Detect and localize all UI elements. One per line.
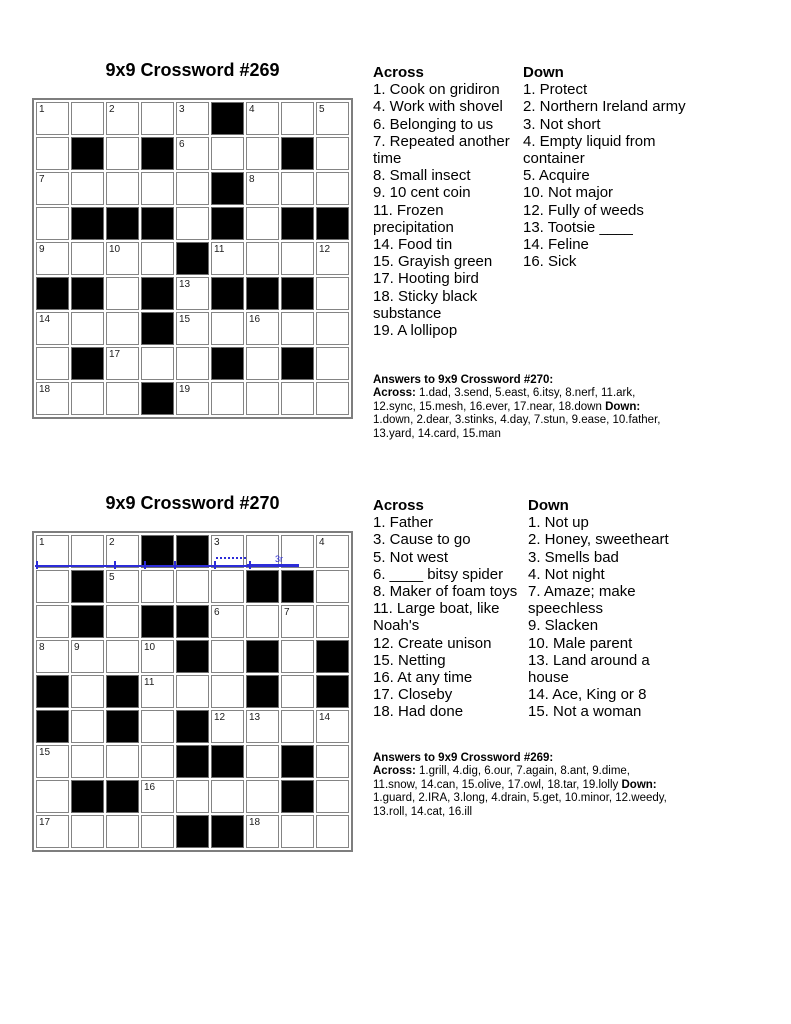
white-cell bbox=[246, 347, 279, 380]
white-cell: 11 bbox=[211, 242, 244, 275]
white-cell bbox=[176, 347, 209, 380]
down-header: Down bbox=[523, 64, 564, 81]
white-cell bbox=[211, 137, 244, 170]
white-cell bbox=[176, 675, 209, 708]
clue: 17. Hooting bird bbox=[373, 270, 479, 288]
puzzle-title-269: 9x9 Crossword #269 bbox=[105, 60, 280, 80]
white-cell: 7 bbox=[281, 605, 314, 638]
white-cell: 10 bbox=[106, 242, 139, 275]
clue: 16. At any time bbox=[373, 669, 473, 687]
clue: 7. Repeated another time bbox=[373, 132, 510, 168]
white-cell bbox=[36, 347, 69, 380]
clue: 19. A lollipop bbox=[373, 322, 458, 340]
answers-down-values: 1.guard, 2.IRA, 3.long, 4.drain, 5.get, 10.minor, 12.weedy, 13.roll, 14.cat, 16.ill bbox=[373, 792, 667, 818]
clue: 3. Cause to go bbox=[373, 531, 471, 549]
white-cell: 17 bbox=[36, 815, 69, 848]
link-glyph-mark bbox=[36, 561, 38, 569]
white-cell: 6 bbox=[176, 137, 209, 170]
black-cell bbox=[281, 745, 314, 778]
clue: 13. Tootsie ____ bbox=[523, 218, 633, 236]
black-cell bbox=[176, 605, 209, 638]
link-glyph-mark bbox=[214, 561, 216, 569]
white-cell bbox=[106, 382, 139, 415]
white-cell bbox=[36, 780, 69, 813]
white-cell: 16 bbox=[246, 312, 279, 345]
clue: 5. Not west bbox=[373, 548, 449, 566]
white-cell: 7 bbox=[36, 172, 69, 205]
clues-panel-269 bbox=[373, 64, 693, 339]
white-cell bbox=[71, 242, 104, 275]
clue: 4. Empty liquid from container bbox=[523, 132, 656, 168]
clue: 11. Frozen precipitation bbox=[373, 201, 454, 236]
across-header: Across bbox=[373, 64, 424, 81]
white-cell bbox=[316, 312, 349, 345]
white-cell: 9 bbox=[71, 640, 104, 673]
white-cell bbox=[71, 172, 104, 205]
answers-across-values: 1.grill, 4.dig, 6.our, 7.again, 8.ant, 9.dime, 11.snow, 14.can, 15.olive, 17.owl, 18.tar, 19.lolly bbox=[373, 765, 630, 791]
white-cell: 6 bbox=[211, 605, 244, 638]
crossword-grid-269 bbox=[32, 98, 353, 419]
white-cell bbox=[71, 102, 104, 135]
link-dotted-mark bbox=[216, 557, 246, 559]
white-cell bbox=[141, 347, 174, 380]
white-cell bbox=[106, 745, 139, 778]
clue: 8. Maker of foam toys bbox=[373, 583, 518, 601]
clue: 9. 10 cent coin bbox=[373, 184, 471, 202]
clue: 1. Cook on gridiron bbox=[373, 81, 500, 99]
link-underline-segment bbox=[247, 564, 299, 567]
white-cell: 3 bbox=[176, 102, 209, 135]
answers-down-label: Down: bbox=[605, 400, 641, 413]
clue: 6. ____ bitsy spider bbox=[373, 565, 504, 583]
white-cell bbox=[141, 242, 174, 275]
white-cell bbox=[281, 382, 314, 415]
white-cell: 9 bbox=[36, 242, 69, 275]
link-glyph-mark bbox=[249, 561, 251, 569]
white-cell bbox=[106, 640, 139, 673]
white-cell bbox=[141, 745, 174, 778]
white-cell bbox=[246, 137, 279, 170]
white-cell: 4 bbox=[246, 102, 279, 135]
white-cell bbox=[211, 675, 244, 708]
clue: 6. Belonging to us bbox=[373, 115, 494, 133]
black-cell bbox=[36, 277, 69, 310]
white-cell bbox=[316, 780, 349, 813]
white-cell: 4 bbox=[316, 535, 349, 568]
white-cell bbox=[281, 312, 314, 345]
white-cell bbox=[106, 815, 139, 848]
black-cell bbox=[246, 640, 279, 673]
white-cell bbox=[316, 277, 349, 310]
white-cell: 14 bbox=[316, 710, 349, 743]
white-cell bbox=[211, 780, 244, 813]
black-cell bbox=[246, 277, 279, 310]
white-cell bbox=[281, 172, 314, 205]
white-cell bbox=[176, 207, 209, 240]
answers-down-values: 1.down, 2.dear, 3.stinks, 4.day, 7.stun, 9.ease, 10.father, 13.yard, 14.card, 15.man bbox=[373, 414, 661, 440]
white-cell bbox=[281, 815, 314, 848]
black-cell bbox=[141, 312, 174, 345]
black-cell bbox=[71, 347, 104, 380]
clue: 2. Honey, sweetheart bbox=[528, 531, 669, 549]
white-cell bbox=[71, 675, 104, 708]
black-cell bbox=[246, 675, 279, 708]
white-cell bbox=[106, 605, 139, 638]
black-cell bbox=[106, 780, 139, 813]
clue: 15. Grayish green bbox=[373, 253, 493, 271]
black-cell bbox=[211, 172, 244, 205]
clue: 2. Northern Ireland army bbox=[523, 98, 686, 116]
link-glyph-mark bbox=[174, 561, 176, 569]
answers-text bbox=[373, 387, 673, 441]
white-cell: 12 bbox=[316, 242, 349, 275]
clue: 9. Slacken bbox=[528, 617, 599, 635]
white-cell: 12 bbox=[211, 710, 244, 743]
clue: 3. Smells bad bbox=[528, 548, 619, 566]
white-cell bbox=[316, 745, 349, 778]
white-cell bbox=[246, 207, 279, 240]
black-cell bbox=[246, 570, 279, 603]
crossword-grid-270 bbox=[32, 531, 353, 852]
black-cell bbox=[141, 277, 174, 310]
white-cell: 13 bbox=[176, 277, 209, 310]
answers-across-label: Across: bbox=[373, 387, 416, 400]
clues-panel-270 bbox=[373, 497, 688, 721]
white-cell: 10 bbox=[141, 640, 174, 673]
white-cell bbox=[71, 745, 104, 778]
black-cell bbox=[316, 207, 349, 240]
down-header: Down bbox=[528, 497, 569, 514]
black-cell bbox=[36, 710, 69, 743]
white-cell: 19 bbox=[176, 382, 209, 415]
answers-down-label: Down: bbox=[621, 778, 657, 791]
black-cell bbox=[281, 347, 314, 380]
white-cell: 17 bbox=[106, 347, 139, 380]
black-cell bbox=[281, 207, 314, 240]
white-cell: 2 bbox=[106, 535, 139, 568]
white-cell bbox=[281, 710, 314, 743]
black-cell bbox=[176, 815, 209, 848]
black-cell bbox=[316, 640, 349, 673]
white-cell bbox=[316, 172, 349, 205]
across-clues-column bbox=[373, 64, 518, 339]
white-cell bbox=[246, 605, 279, 638]
clue: 1. Not up bbox=[528, 514, 589, 532]
clue: 4. Not night bbox=[528, 565, 605, 583]
white-cell bbox=[316, 815, 349, 848]
white-cell: 1 bbox=[36, 535, 69, 568]
black-cell bbox=[141, 605, 174, 638]
clue: 8. Small insect bbox=[373, 167, 471, 185]
white-cell bbox=[141, 172, 174, 205]
black-cell bbox=[211, 815, 244, 848]
clue: 18. Had done bbox=[373, 703, 464, 721]
white-cell bbox=[211, 640, 244, 673]
black-cell bbox=[281, 277, 314, 310]
white-cell bbox=[316, 570, 349, 603]
white-cell bbox=[316, 347, 349, 380]
down-clues-column bbox=[528, 497, 688, 721]
black-cell bbox=[106, 710, 139, 743]
clue: 5. Acquire bbox=[523, 167, 590, 185]
white-cell: 11 bbox=[141, 675, 174, 708]
white-cell: 8 bbox=[36, 640, 69, 673]
white-cell bbox=[106, 312, 139, 345]
black-cell bbox=[176, 710, 209, 743]
white-cell bbox=[106, 277, 139, 310]
answers-heading: Answers to 9x9 Crossword #269: bbox=[373, 752, 554, 764]
white-cell: 18 bbox=[36, 382, 69, 415]
across-header: Across bbox=[373, 497, 424, 514]
white-cell: 13 bbox=[246, 710, 279, 743]
white-cell bbox=[246, 780, 279, 813]
black-cell bbox=[71, 207, 104, 240]
white-cell bbox=[246, 382, 279, 415]
white-cell: 15 bbox=[176, 312, 209, 345]
black-cell bbox=[176, 640, 209, 673]
answers-block-270 bbox=[373, 374, 673, 441]
white-cell bbox=[176, 780, 209, 813]
link-glyph-mark bbox=[114, 561, 116, 569]
white-cell bbox=[106, 137, 139, 170]
white-cell bbox=[36, 605, 69, 638]
across-clue-list bbox=[373, 81, 518, 339]
black-cell bbox=[176, 745, 209, 778]
white-cell bbox=[281, 675, 314, 708]
clue: 7. Amaze; make speechless bbox=[528, 583, 636, 618]
white-cell: 2 bbox=[106, 102, 139, 135]
clue: 4. Work with shovel bbox=[373, 98, 503, 116]
clue: 12. Create unison bbox=[373, 634, 492, 652]
white-cell bbox=[36, 570, 69, 603]
black-cell bbox=[71, 780, 104, 813]
white-cell: 5 bbox=[106, 570, 139, 603]
answers-block-269 bbox=[373, 752, 673, 819]
black-cell bbox=[281, 137, 314, 170]
black-cell bbox=[141, 137, 174, 170]
clue: 14. Feline bbox=[523, 236, 589, 254]
white-cell bbox=[211, 570, 244, 603]
across-clues-column bbox=[373, 497, 523, 721]
black-cell bbox=[36, 675, 69, 708]
answers-text bbox=[373, 765, 673, 819]
black-cell bbox=[211, 745, 244, 778]
white-cell bbox=[176, 570, 209, 603]
white-cell bbox=[281, 242, 314, 275]
black-cell bbox=[211, 347, 244, 380]
white-cell bbox=[71, 312, 104, 345]
across-clue-list bbox=[373, 514, 523, 720]
down-clue-list bbox=[523, 81, 693, 270]
black-cell bbox=[211, 207, 244, 240]
black-cell bbox=[141, 207, 174, 240]
clue: 17. Closeby bbox=[373, 686, 453, 704]
white-cell: 3 bbox=[211, 535, 244, 568]
white-cell bbox=[211, 382, 244, 415]
black-cell bbox=[71, 605, 104, 638]
black-cell bbox=[106, 207, 139, 240]
answers-heading: Answers to 9x9 Crossword #270: bbox=[373, 374, 554, 386]
white-cell bbox=[141, 815, 174, 848]
clue: 10. Male parent bbox=[528, 634, 633, 652]
clue: 14. Food tin bbox=[373, 236, 453, 254]
white-cell bbox=[141, 710, 174, 743]
link-artifact-text: 3r bbox=[275, 554, 284, 564]
white-cell bbox=[36, 207, 69, 240]
white-cell: 14 bbox=[36, 312, 69, 345]
white-cell bbox=[141, 102, 174, 135]
black-cell bbox=[281, 570, 314, 603]
stray-link-artifact[interactable] bbox=[35, 556, 301, 570]
clue: 1. Protect bbox=[523, 81, 588, 99]
answers-across-label: Across: bbox=[373, 765, 416, 778]
clue: 15. Not a woman bbox=[528, 703, 642, 721]
black-cell bbox=[176, 242, 209, 275]
answers-across-values: 1.dad, 3.send, 5.east, 6.itsy, 8.nerf, 11.ark, 12.sync, 15.mesh, 16.ever, 17.near, 18.down bbox=[373, 387, 636, 413]
white-cell: 8 bbox=[246, 172, 279, 205]
white-cell bbox=[71, 382, 104, 415]
black-cell bbox=[71, 277, 104, 310]
clue: 1. Father bbox=[373, 514, 434, 532]
clue: 3. Not short bbox=[523, 115, 601, 133]
white-cell bbox=[71, 710, 104, 743]
black-cell bbox=[71, 570, 104, 603]
white-cell bbox=[316, 382, 349, 415]
white-cell: 5 bbox=[316, 102, 349, 135]
white-cell bbox=[36, 137, 69, 170]
white-cell bbox=[316, 137, 349, 170]
white-cell: 16 bbox=[141, 780, 174, 813]
white-cell bbox=[71, 815, 104, 848]
white-cell bbox=[176, 172, 209, 205]
clue: 13. Land around a house bbox=[528, 651, 650, 687]
black-cell bbox=[141, 382, 174, 415]
black-cell bbox=[106, 675, 139, 708]
white-cell bbox=[246, 745, 279, 778]
clue: 10. Not major bbox=[523, 184, 614, 202]
black-cell bbox=[281, 780, 314, 813]
white-cell bbox=[281, 102, 314, 135]
black-cell bbox=[316, 675, 349, 708]
white-cell: 1 bbox=[36, 102, 69, 135]
black-cell bbox=[71, 137, 104, 170]
puzzle-title-270: 9x9 Crossword #270 bbox=[105, 493, 280, 513]
down-clue-list bbox=[528, 514, 688, 720]
white-cell bbox=[211, 312, 244, 345]
white-cell bbox=[316, 605, 349, 638]
down-clues-column bbox=[523, 64, 693, 270]
clue: 18. Sticky black substance bbox=[373, 287, 478, 322]
white-cell bbox=[141, 570, 174, 603]
clue: 16. Sick bbox=[523, 253, 577, 271]
white-cell bbox=[106, 172, 139, 205]
clue: 11. Large boat, like Noah's bbox=[373, 600, 500, 635]
white-cell: 18 bbox=[246, 815, 279, 848]
link-glyph-mark bbox=[144, 561, 146, 569]
white-cell bbox=[246, 242, 279, 275]
black-cell bbox=[211, 277, 244, 310]
white-cell: 15 bbox=[36, 745, 69, 778]
clue: 12. Fully of weeds bbox=[523, 201, 644, 219]
clue: 14. Ace, King or 8 bbox=[528, 686, 647, 704]
clue: 15. Netting bbox=[373, 651, 446, 669]
black-cell bbox=[211, 102, 244, 135]
white-cell bbox=[281, 640, 314, 673]
